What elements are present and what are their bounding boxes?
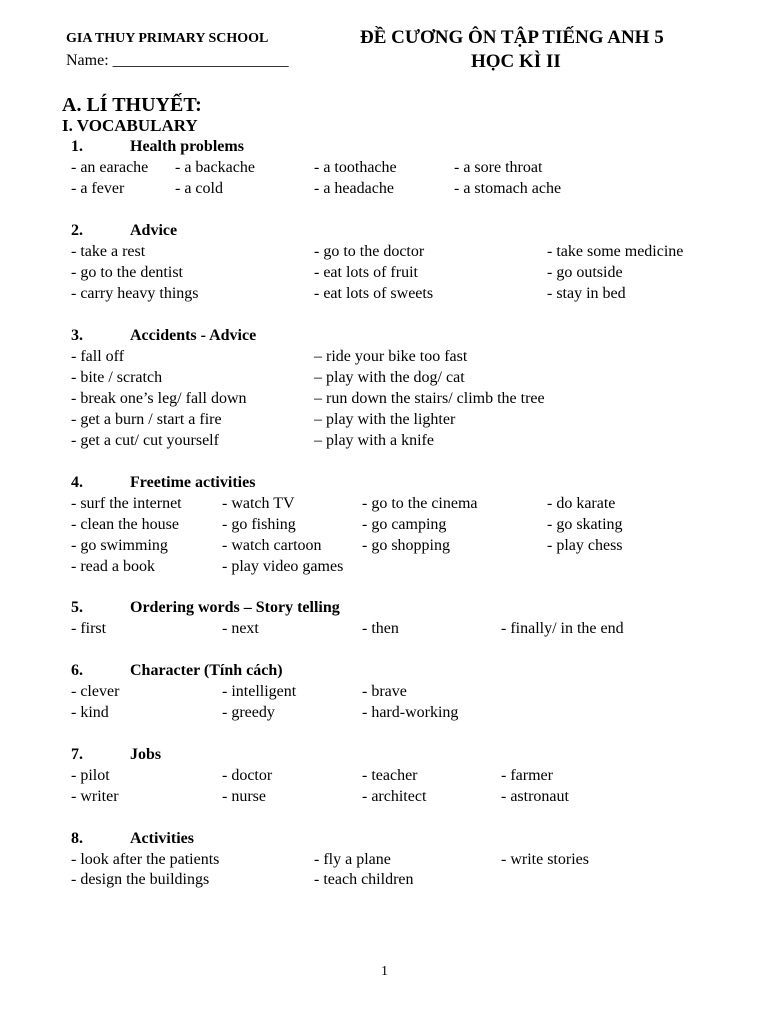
vocab-item: - a backache [175,159,255,176]
section-i-heading: I. VOCABULARY [62,116,198,135]
vocab-item: - a fever [71,180,125,197]
vocab-item: - take a rest [71,243,146,260]
group-number: 6. [71,662,83,679]
vocab-item: - doctor [222,767,273,784]
group-number: 4. [71,474,83,491]
vocab-item: - a stomach ache [454,180,562,197]
vocab-item: - an earache [71,159,149,176]
vocab-item: - fall off [71,348,125,365]
vocab-item: - watch cartoon [222,537,322,554]
vocab-item: - farmer [501,767,553,784]
vocab-item: - teacher [362,767,418,784]
vocab-item: - then [362,620,399,637]
vocab-item: - get a burn / start a fire [71,411,222,428]
vocab-item: - go camping [362,516,447,533]
vocab-item: - do karate [547,495,616,512]
vocab-item: - a headache [314,180,394,197]
vocab-item: - greedy [222,704,275,721]
vocab-item: - get a cut/ cut yourself [71,432,219,449]
student-name-line: Name: ______________________ [66,52,289,69]
vocab-item: - clever [71,683,120,700]
vocab-item: - break one’s leg/ fall down [71,390,247,407]
vocab-item: - design the buildings [71,871,210,888]
vocab-item: - pilot [71,767,110,784]
page-number: 1 [381,964,388,979]
vocab-item: - play video games [222,558,344,575]
group-title: Jobs [130,746,162,763]
vocab-item: - stay in bed [547,285,626,302]
group-number: 3. [71,327,83,344]
vocab-item: - a cold [175,180,223,197]
vocab-item: - fly a plane [314,851,391,868]
vocab-item: - next [222,620,259,637]
group-title: Health problems [130,138,244,155]
vocab-item: - a sore throat [454,159,543,176]
vocab-item: - go to the cinema [362,495,478,512]
vocab-item: - go skating [547,516,623,533]
group-title: Freetime activities [130,474,256,491]
vocab-item: - architect [362,788,427,805]
vocab-item: - writer [71,788,119,805]
section-a-heading: A. LÍ THUYẾT: [62,94,202,116]
vocab-item: - eat lots of sweets [314,285,434,302]
group-title: Advice [130,222,178,239]
vocab-item: - read a book [71,558,155,575]
vocab-item: - go swimming [71,537,168,554]
vocab-item: - first [71,620,107,637]
vocab-item: - go outside [547,264,623,281]
vocab-item: - finally/ in the end [501,620,624,637]
vocab-item: - brave [362,683,407,700]
group-title: Activities [130,830,194,847]
school-name: GIA THUY PRIMARY SCHOOL [66,31,269,46]
vocab-item: - nurse [222,788,266,805]
vocab-item: - look after the patients [71,851,220,868]
group-number: 2. [71,222,83,239]
vocab-item: - hard-working [362,704,459,721]
vocab-item: - go to the dentist [71,264,183,281]
vocab-item: – ride your bike too fast [314,348,468,365]
vocab-item: - watch TV [222,495,295,512]
vocab-item: - go shopping [362,537,450,554]
vocab-item: - kind [71,704,109,721]
vocab-item: - astronaut [501,788,569,805]
group-number: 1. [71,138,83,155]
vocab-item: - go to the doctor [314,243,425,260]
vocab-item: - write stories [501,851,589,868]
group-title: Accidents - Advice [130,327,257,344]
group-number: 7. [71,746,83,763]
document-subtitle: HỌC KÌ II [471,51,561,72]
document-title: ĐỀ CƯƠNG ÔN TẬP TIẾNG ANH 5 [360,27,664,48]
vocab-item: – run down the stairs/ climb the tree [314,390,545,407]
group-title: Ordering words – Story telling [130,599,340,616]
group-title: Character (Tính cách) [130,662,283,679]
group-number: 8. [71,830,83,847]
vocab-item: - bite / scratch [71,369,163,386]
vocab-item: - a toothache [314,159,397,176]
vocab-item: - intelligent [222,683,297,700]
group-number: 5. [71,599,83,616]
vocab-item: – play with the lighter [314,411,456,428]
vocab-item: - clean the house [71,516,179,533]
vocab-item: – play with the dog/ cat [314,369,465,386]
vocab-item: - play chess [547,537,623,554]
vocab-item: - surf the internet [71,495,182,512]
vocab-item: - teach children [314,871,414,888]
vocab-item: - carry heavy things [71,285,199,302]
vocab-item: - eat lots of fruit [314,264,418,281]
vocab-item: - take some medicine [547,243,684,260]
vocab-item: - go fishing [222,516,296,533]
vocab-item: – play with a knife [314,432,434,449]
